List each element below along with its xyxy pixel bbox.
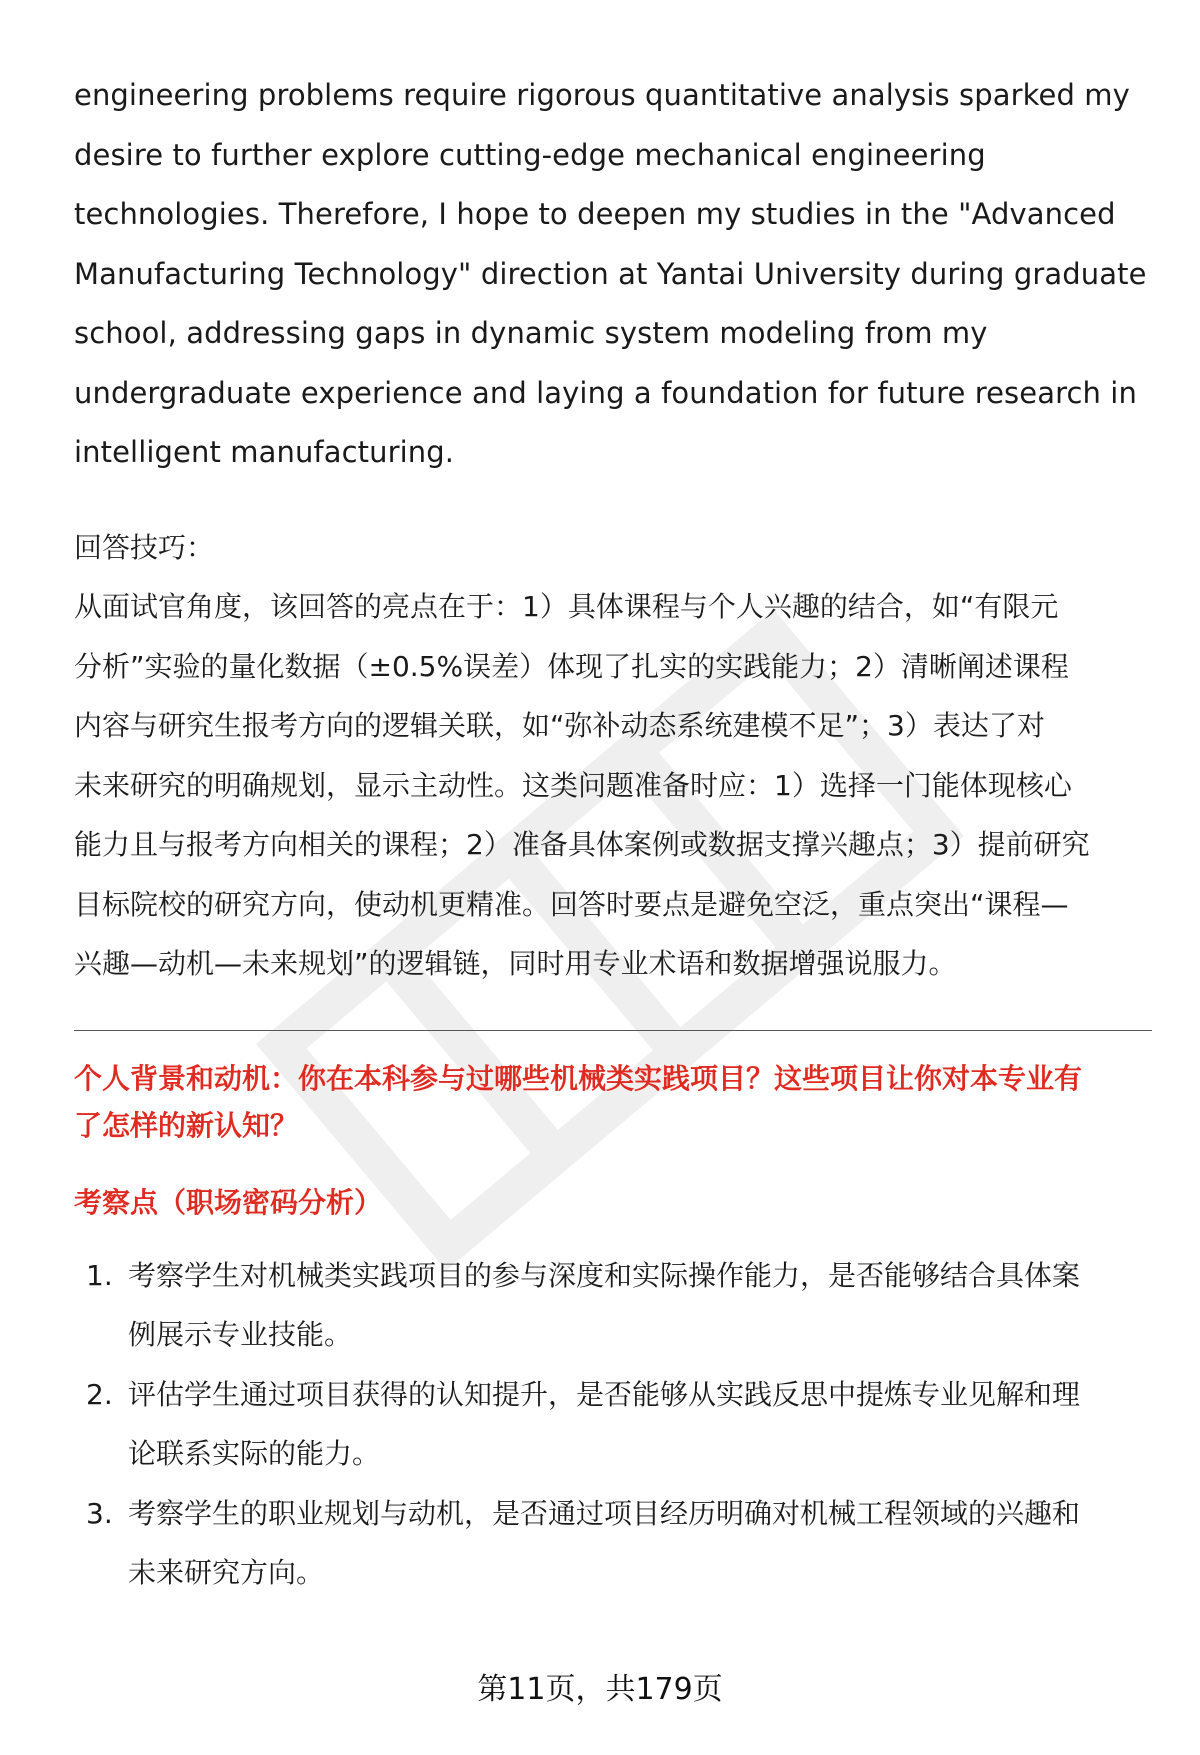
list-number: 1. — [86, 1258, 113, 1292]
list-item — [74, 1246, 1152, 1365]
list-item-line: 考察学生的职业规划与动机，是否通过项目经历明确对机械工程领域的兴趣和 — [128, 1496, 1081, 1530]
paragraph-line: technologies. Therefore, I hope to deepen my studies in the "Advanced — [74, 197, 1116, 231]
paragraph-line: undergraduate experience and laying a foundation for future research in — [74, 375, 1137, 410]
tips-label: 回答技巧： — [74, 530, 215, 564]
answer-paragraph — [74, 66, 1152, 483]
paragraph-line: intelligent manufacturing. — [74, 435, 455, 469]
question-heading — [74, 1055, 1152, 1149]
list-item — [74, 1365, 1152, 1484]
tips-body — [74, 577, 1152, 994]
page-footer: 第11页，共179页 — [477, 1672, 723, 1707]
tips-line: 分析”实验的量化数据（±0.5%误差）体现了扎实的实践能力；2）清晰阐述课程 — [74, 649, 1069, 683]
paragraph-line: school, addressing gaps in dynamic system modeling from my — [74, 316, 988, 350]
section-divider — [74, 1030, 1152, 1031]
list-number: 3. — [86, 1496, 113, 1530]
list-item-line: 例展示专业技能。 — [128, 1318, 353, 1351]
list-number: 2. — [86, 1377, 113, 1411]
list-item-line: 考察学生对机械类实践项目的参与深度和实际操作能力，是否能够结合具体案 — [128, 1258, 1081, 1292]
paragraph-line: desire to further explore cutting-edge mechanical engineering — [74, 137, 986, 172]
paragraph-line: Manufacturing Technology" direction at Yantai University during graduate — [74, 256, 1147, 291]
points-list — [74, 1246, 1152, 1603]
tips-line: 内容与研究生报考方向的逻辑关联，如“弥补动态系统建模不足”；3）表达了对 — [74, 709, 1045, 742]
list-item — [74, 1484, 1152, 1603]
question-line: 个人背景和动机：你在本科参与过哪些机械类实践项目？这些项目让你对本专业有 — [74, 1061, 1083, 1095]
tips-line: 目标院校的研究方向，使动机更精准。回答时要点是避免空泛，重点突出“课程— — [74, 887, 1069, 921]
list-item-line: 未来研究方向。 — [128, 1556, 325, 1589]
tips-line: 未来研究的明确规划，显示主动性。这类问题准备时应：1）选择一门能体现核心 — [74, 768, 1072, 802]
section-title: 考察点（职场密码分析） — [74, 1185, 383, 1219]
tips-line: 兴趣—动机—未来规划”的逻辑链，同时用专业术语和数据增强说服力。 — [74, 947, 957, 980]
question-line: 了怎样的新认知？ — [74, 1108, 299, 1142]
tips-line: 能力且与报考方向相关的课程；2）准备具体案例或数据支撑兴趣点；3）提前研究 — [74, 828, 1090, 861]
paragraph-line: engineering problems require rigorous quantitative analysis sparked my — [74, 78, 1130, 112]
document-page — [74, 66, 1152, 1603]
list-item-line: 评估学生通过项目获得的认知提升，是否能够从实践反思中提炼专业见解和理 — [128, 1377, 1081, 1411]
list-item-line: 论联系实际的能力。 — [128, 1437, 381, 1470]
tips-line: 从面试官角度，该回答的亮点在于：1）具体课程与个人兴趣的结合，如“有限元 — [74, 590, 1059, 623]
